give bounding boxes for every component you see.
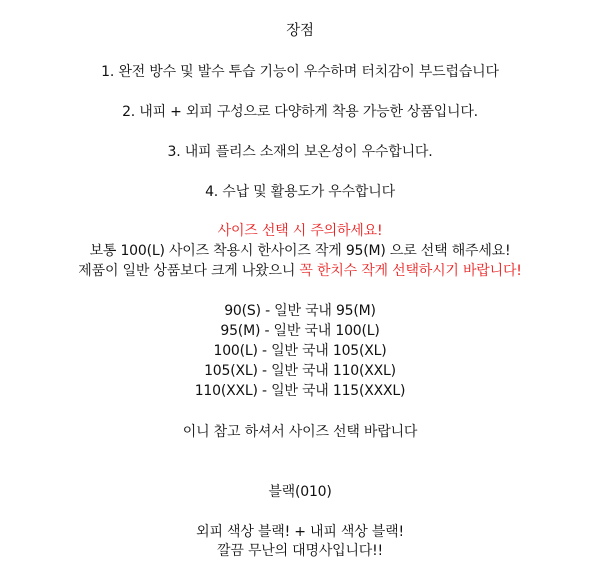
color-option-description: 외피 색상 블랙! + 내피 색상 블랙! xyxy=(196,524,404,540)
size-fit-notice-emphasis: 꼭 한치수 작게 선택하시기 바랍니다! xyxy=(299,263,522,279)
size-chart-row: 95(M) - 일반 국내 100(L) xyxy=(220,323,380,339)
size-chart-row: 110(XXL) - 일반 국내 115(XXXL) xyxy=(194,383,406,399)
size-recommendation: 보통 100(L) 사이즈 착용시 한사이즈 작게 95(M) 으로 선택 해주세요! xyxy=(89,243,511,259)
color-option-name: 블랙(010) xyxy=(268,484,332,500)
advantage-item-3: 3. 내피 플리스 소재의 보온성이 우수합니다. xyxy=(167,144,433,160)
size-warning-heading: 사이즈 선택 시 주의하세요! xyxy=(217,223,383,239)
advantage-item-1: 1. 완전 방수 및 발수 투습 기능이 우수하며 터치감이 부드럽습니다 xyxy=(101,64,499,80)
size-fit-notice xyxy=(0,262,600,280)
size-footer-note: 이니 참고 하셔서 사이즈 선택 바랍니다 xyxy=(182,424,418,440)
size-chart-row: 90(S) - 일반 국내 95(M) xyxy=(224,303,376,319)
advantage-item-2: 2. 내피 + 외피 구성으로 다양하게 착용 가능한 상품입니다. xyxy=(122,104,478,120)
size-chart-row: 105(XL) - 일반 국내 110(XXL) xyxy=(204,363,396,379)
size-fit-notice-text: 제품이 일반 상품보다 크게 나왔으니 xyxy=(78,263,300,279)
advantage-item-4: 4. 수납 및 활용도가 우수합니다 xyxy=(205,184,395,200)
size-chart-row: 100(L) - 일반 국내 105(XL) xyxy=(213,343,387,359)
color-option-tagline: 깔끔 무난의 대명사입니다!! xyxy=(217,543,383,559)
section-title: 장점 xyxy=(286,23,314,39)
